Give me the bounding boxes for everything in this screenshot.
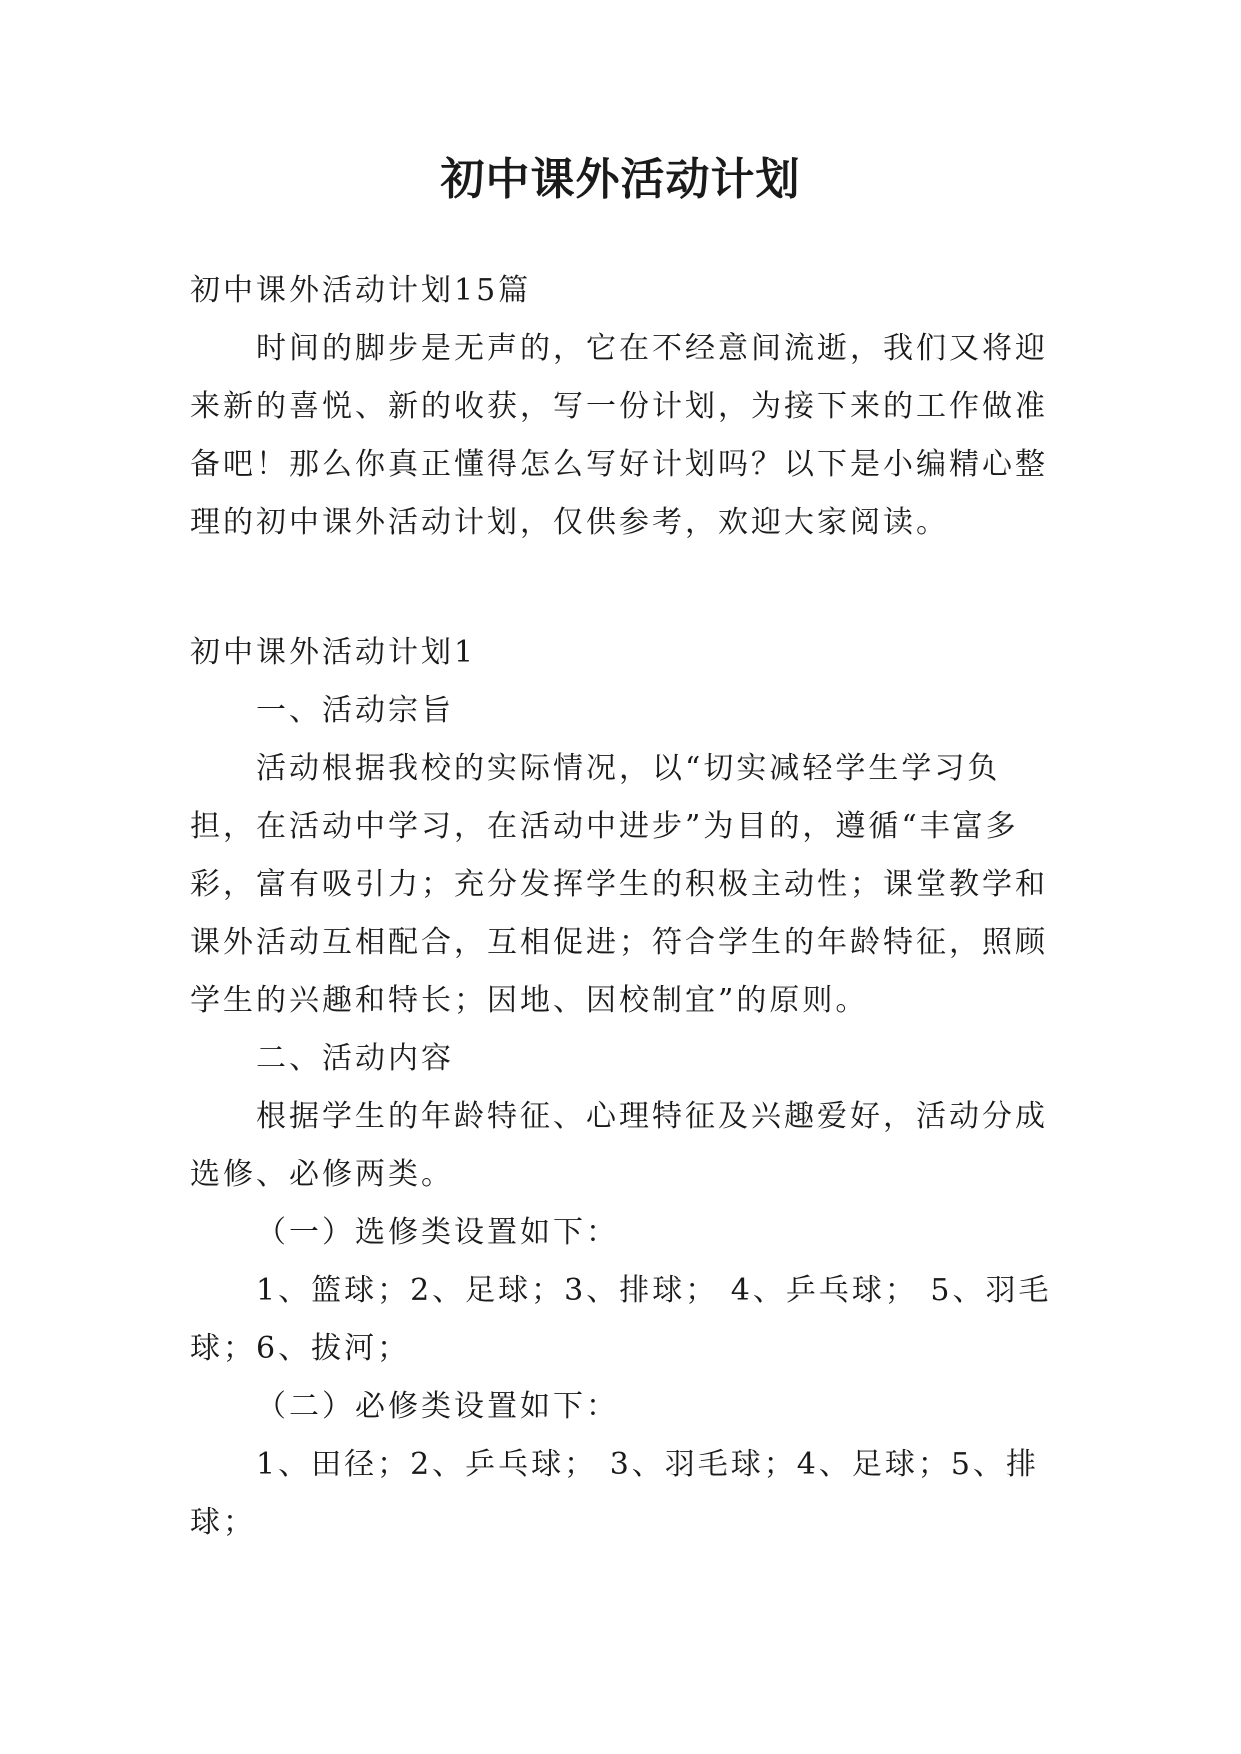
intro-paragraph: 时间的脚步是无声的，它在不经意间流逝，我们又将迎来新的喜悦、新的收获，写一份计划，为接下来的工作做准备吧！那么你真正懂得怎么写好计划吗？以下是小编精心整理的初中课外活动计划，仅供参考，欢迎大家阅读。 [190,331,1048,540]
heading-content: 二、活动内容 [256,1041,454,1076]
section-1 [190,624,1060,1552]
heading-elective: （一）选修类设置如下： [256,1215,619,1250]
document-body [190,262,1060,552]
heading-purpose: 一、活动宗旨 [256,693,454,728]
document-subtitle: 初中课外活动计划15篇 [190,273,532,308]
section-title: 初中课外活动计划1 [190,635,477,670]
heading-required: （二）必修类设置如下： [256,1389,619,1424]
document-title: 初中课外活动计划 [440,154,801,205]
paragraph-required: 1、田径；2、乒乓球； 3、羽毛球；4、足球；5、排球； [190,1447,1039,1540]
paragraph-content: 根据学生的年龄特征、心理特征及兴趣爱好，活动分成选修、必修两类。 [190,1099,1048,1192]
paragraph-elective: 1、篮球；2、足球；3、排球； 4、乒乓球； 5、羽毛球；6、拔河； [190,1273,1052,1366]
paragraph-purpose: 活动根据我校的实际情况，以“切实减轻学生学习负担，在活动中学习，在活动中进步”为目的，遵循“丰富多彩，富有吸引力；充分发挥学生的积极主动性；课堂教学和课外活动互相配合，互相促进；符合学生的年龄特征，照顾学生的兴趣和特长；因地、因校制宜”的原则。 [190,751,1048,1018]
